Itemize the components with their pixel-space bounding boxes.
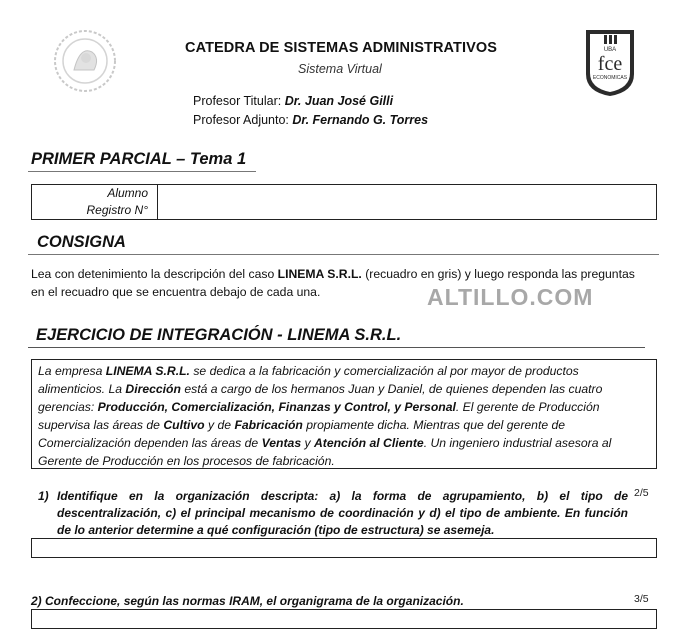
ejercicio-underline <box>28 347 645 348</box>
case-line <box>38 380 654 398</box>
question-2-score: 3/5 <box>634 593 649 605</box>
consigna-text-line2: en el recuadro que se encuentra debajo de cada una. <box>31 285 321 299</box>
consigna-underline <box>28 254 659 255</box>
answer-1-box[interactable] <box>31 538 657 558</box>
logo-economicas-text: ECONOMICAS <box>592 75 628 81</box>
case-bold: Atención al Cliente <box>313 436 424 450</box>
case-text: La empresa <box>38 364 106 378</box>
case-text: alimenticios. La <box>38 382 126 396</box>
case-bold: Dirección <box>125 382 181 396</box>
logo-uba-text: UBA <box>603 47 617 53</box>
case-text: gerencias: <box>38 400 98 414</box>
professor-titular-label: Profesor Titular: <box>193 94 282 108</box>
ejercicio-heading: EJERCICIO DE INTEGRACIÓN - LINEMA S.R.L. <box>36 326 402 344</box>
question-1-score: 2/5 <box>634 487 649 499</box>
case-text: . El gerente de Producción <box>455 400 600 414</box>
case-line <box>38 434 654 452</box>
question-2-number: 2) <box>31 594 42 608</box>
case-text: propiamente dicha. Mientras que del gerente de <box>302 418 566 432</box>
case-text: supervisa las áreas de <box>38 418 164 432</box>
case-bold: Producción, Comercialización, Finanzas y Control, y Personal <box>97 400 456 414</box>
university-seal-logo <box>50 26 120 96</box>
question-1-number: 1) <box>38 489 49 503</box>
professor-adjunto <box>193 113 428 127</box>
case-bold: LINEMA S.R.L. <box>105 364 190 378</box>
case-text: Comercialización dependen las áreas de <box>38 436 262 450</box>
case-text: y <box>301 436 314 450</box>
case-text: está a cargo de los hermanos Juan y Daniel, de quienes dependen las cuatro <box>180 382 603 396</box>
watermark: ALTILLO.COM <box>427 284 594 310</box>
course-subtitle: Sistema Virtual <box>298 62 382 76</box>
consigna-heading: CONSIGNA <box>37 233 126 251</box>
student-info-divider <box>157 184 158 220</box>
course-title: CATEDRA DE SISTEMAS ADMINISTRATIVOS <box>185 40 498 56</box>
consigna-text-start: Lea con detenimiento la descripción del caso <box>31 267 278 281</box>
case-text: . Un ingeniero industrial asesora al <box>423 436 612 450</box>
case-text: y de <box>204 418 235 432</box>
case-line <box>38 416 654 434</box>
case-line <box>38 398 654 416</box>
case-line <box>38 452 654 470</box>
case-bold: Ventas <box>261 436 302 450</box>
fce-logo <box>582 26 638 98</box>
question-2-text: Confeccione, según las normas IRAM, el organigrama de la organización. <box>45 594 464 608</box>
professor-adjunto-label: Profesor Adjunto: <box>193 113 289 127</box>
registro-label: Registro N° <box>86 203 148 217</box>
professor-titular <box>193 94 393 108</box>
question-1-text: Identifique en la organización descripta: a) la forma de agrupamiento, b) el tipo de descentralización, c) el principal mecanismo de coordinación y d) el tipo de ambiente. En función de lo anterior determine a qué configuración (tipo de estructura) se asemeja. <box>57 489 628 537</box>
exam-title: PRIMER PARCIAL – Tema 1 <box>31 150 247 168</box>
exam-title-underline <box>28 171 256 172</box>
answer-2-box[interactable] <box>31 609 657 629</box>
consigna-text-end: (recuadro en gris) y luego responda las preguntas <box>361 267 635 281</box>
case-line <box>38 362 654 380</box>
case-bold: Fabricación <box>234 418 303 432</box>
question-2 <box>31 594 464 608</box>
case-text: se dedica a la fabricación y comercialización al por mayor de productos <box>189 364 579 378</box>
logo-fce-text: fce <box>597 53 623 75</box>
alumno-label: Alumno <box>107 186 148 200</box>
case-text: Gerente de Producción en los procesos de fabricación. <box>38 454 335 468</box>
consigna-company: LINEMA S.R.L. <box>277 267 362 281</box>
professor-adjunto-name: Dr. Fernando G. Torres <box>292 113 429 127</box>
professor-titular-name: Dr. Juan José Gilli <box>284 94 394 108</box>
case-bold: Cultivo <box>163 418 205 432</box>
